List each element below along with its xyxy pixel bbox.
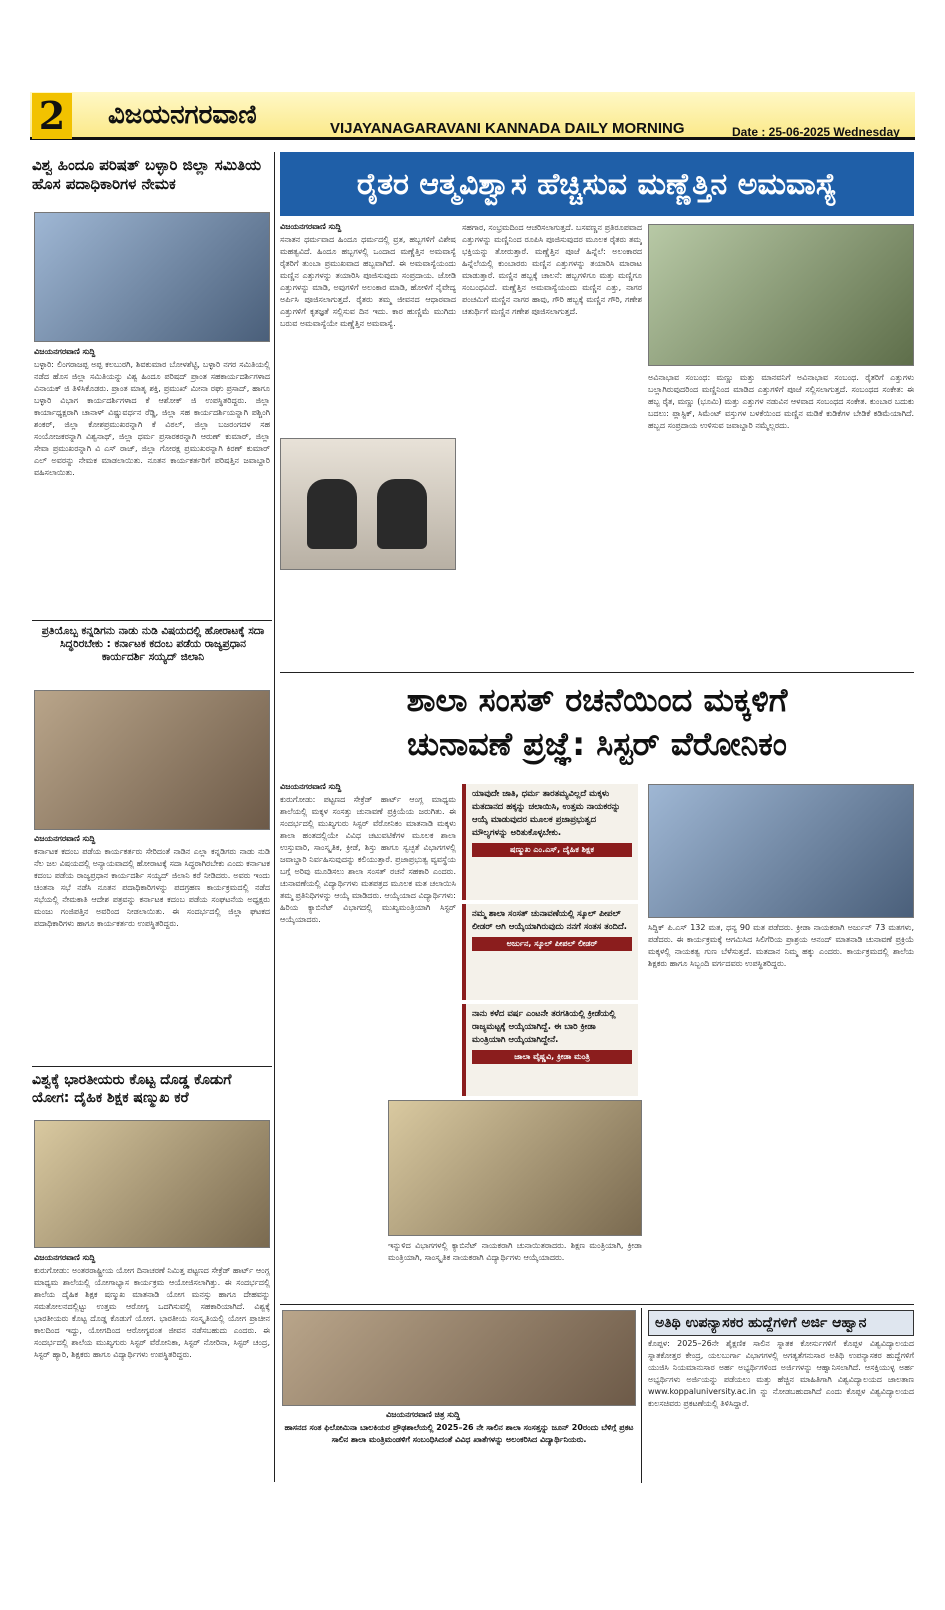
- section-rule: [32, 620, 272, 621]
- amavasya-col1: ಸನಾತನ ಧರ್ಮವಾದ ಹಿಂದೂ ಧರ್ಮದಲ್ಲಿ ವ್ರತ, ಹಬ್ಬಗಳಿಗೆ ವಿಶೇಷ ಮಹತ್ವವಿದೆ. ಹಿಂದೂ ಹಬ್ಬಗಳಲ್ಲಿ ಒಂದಾದ ಮಣ್ಣೆತ್ತಿನ ಅಮವಾಸ್ಯೆ ರೈತರಿಗೆ ತುಂಬಾ ಪ್ರಮುಖವಾದ ಹಬ್ಬವಾಗಿದೆ. ಈ ಅಮವಾಸ್ಯೆಯಂದು ಮಣ್ಣಿನ ಎತ್ತುಗಳನ್ನು ತಯಾರಿಸಿ ಪೂಜಿಸುವುದು ಸಂಪ್ರದಾಯ. ಜೋಡಿ ಎತ್ತುಗಳನ್ನು ಮಾಡಿ, ಅವುಗಳಿಗೆ ಅಲಂಕಾರ ಮಾಡಿ, ಹೋಳಿಗೆ ನೈವೇದ್ಯ ಅರ್ಪಿಸಿ ಪೂಜಿಸಲಾಗುತ್ತದೆ. ರೈತರು ತಮ್ಮ ಜೀವನದ ಆಧಾರವಾದ ಎತ್ತುಗಳಿಗೆ ಕೃತಜ್ಞತೆ ಸಲ್ಲಿಸುವ ದಿನ ಇದು. ಕಾರ ಹುಣ್ಣಿಮೆ ಮುಗಿದು ಬರುವ ಅಮವಾಸ್ಯೆಯೇ ಮಣ್ಣೆತ್ತಿನ ಅಮವಾಸ್ಯೆ.: [280, 235, 456, 328]
- amavasya-headline: ರೈತರ ಆತ್ಮವಿಶ್ವಾಸ ಹೆಚ್ಚಿಸುವ ಮಣ್ಣೆತ್ತಿನ ಅಮವಾಸ್ಯೆ: [280, 152, 914, 216]
- section-rule: [280, 672, 914, 673]
- guest-body: ಕೊಪ್ಪಳ: 2025–26ನೇ ಶೈಕ್ಷಣಿಕ ಸಾಲಿನ ಸ್ನಾತಕ ಕೋರ್ಸುಗಳಿಗೆ ಕೊಪ್ಪಳ ವಿಶ್ವವಿದ್ಯಾಲಯದ ಸ್ನಾತಕೋತ್ತರ ಕೇಂದ್ರ, ಯಲಬುರ್ಗಾ ವಿಭಾಗಗಳಲ್ಲಿ ಅಗತ್ಯತೆಗನುಸಾರ ಅತಿಥಿ ಉಪನ್ಯಾಸಕರ ಹುದ್ದೆಗಳಿಗೆ ಯುಜಿಸಿ ನಿಯಮಾನುಸಾರ ಅರ್ಹ ಅಭ್ಯರ್ಥಿಗಳಿಂದ ಅರ್ಜಿಗಳನ್ನು ಆಹ್ವಾನಿಸಲಾಗಿದೆ. ಆಸಕ್ತಿಯುಳ್ಳ ಅರ್ಹ ಅಭ್ಯರ್ಥಿಗಳು ಅರ್ಜಿಯನ್ನು ಪಡೆಯಲು ಮತ್ತು ಹೆಚ್ಚಿನ ಮಾಹಿತಿಗಾಗಿ ವಿಶ್ವವಿದ್ಯಾಲಯದ ಜಾಲತಾಣ www.koppaluniversity.ac.in ನ್ನು ನೋಡಬಹುದಾಗಿದೆ ಎಂದು ಕೊಪ್ಪಳ ವಿಶ್ವವಿದ್ಯಾಲಯದ ಕುಲಸಚಿವರು ಪ್ರಕಟಣೆಯಲ್ಲಿ ತಿಳಿಸಿದ್ದಾರೆ.: [648, 1339, 914, 1408]
- school-lamp-photo: [648, 784, 914, 918]
- page-number: 2: [32, 93, 72, 139]
- hassan-photo-caption: ಹಾಸನದ ಸಂತ ಫಿಲೋಮಿನಾ ಬಾಲಕಿಯರ ಪ್ರೌಢಶಾಲೆಯಲ್ಲಿ 2025–26 ನೇ ಸಾಲಿನ ಶಾಲಾ ಸಂಸತ್ತನ್ನು ಜೂನ್ 20ರಂದು ಬೆಳಿಗ್ಗೆ ಪ್ರಕಟ ಸಾಲಿನ ಶಾಲಾ ಮಂತ್ರಿಮಂಡಳಿಗೆ ಸಂಬಂಧಿಸಿದಂತೆ ವಿವಿಧ ಖಾತೆಗಳನ್ನು ಅಲಂಕರಿಸಿದ ವಿದ್ಯಾರ್ಥಿನಿಯರು.: [284, 1423, 634, 1444]
- hassan-photo-dateline: ವಿಜಯನಗರವಾಣಿ ಚಿತ್ರ ಸುದ್ದಿ: [386, 1410, 460, 1419]
- vhp-headline: ವಿಶ್ವ ಹಿಂದೂ ಪರಿಷತ್ ಬಳ್ಳಾರಿ ಜಿಲ್ಲಾ ಸಮಿತಿಯ ಹೊಸ ಪದಾಧಿಕಾರಿಗಳ ನೇಮಕ: [32, 156, 262, 193]
- quote-source: ಅರ್ಜುನ, ಸ್ಕೂಲ್ ಪೀಪಲ್ ಲೀಡರ್: [472, 937, 632, 951]
- column-rule: [641, 1308, 642, 1483]
- kadamba-headline: ಪ್ರತಿಯೊಬ್ಬ ಕನ್ನಡಿಗನು ನಾಡು ನುಡಿ ವಿಷಯದಲ್ಲಿ ಹೋರಾಟಕ್ಕೆ ಸದಾ ಸಿದ್ಧರಿರಬೇಕು : ಕರ್ನಾಟಕ ಕದಂಬ ಪಡೆಯ ರಾಜ್ಯಪ್ರಧಾನ ಕಾರ್ಯದರ್ಶಿ ಸಯ್ಯದ್ ಜಿಲಾನಿ: [41, 625, 265, 664]
- quote-text: ನಮ್ಮ ಶಾಲಾ ಸಂಸತ್ ಚುನಾವಣೆಯಲ್ಲಿ ಸ್ಕೂಲ್ ಪೀಪಲ್ ಲೀಡರ್ ಆಗಿ ಆಯ್ಕೆಯಾಗಿರುವುದು ನನಗೆ ಸಂತಸ ತಂದಿದೆ.: [472, 909, 628, 932]
- clay-bulls-photo: [280, 438, 456, 570]
- school-col1: ಕುರುಗೋಡು: ಪಟ್ಟಣದ ಸೇಕ್ರೆಡ್ ಹಾರ್ಟ್ ಆಂಗ್ಲ ಮಾಧ್ಯಮ ಶಾಲೆಯಲ್ಲಿ ಮಕ್ಕಳ ಸಂಸತ್ತು ಚುನಾವಣೆ ಪ್ರಕ್ರಿಯೆಯ ಜರುಗಿತು. ಈ ಸಂದರ್ಭದಲ್ಲಿ ಮುಖ್ಯಗುರು ಸಿಸ್ಟರ್ ವೆರೋನಿಕಂ ಮಾತನಾಡಿ ಮಕ್ಕಳು ಶಾಲಾ ಹಂತದಲ್ಲಿಯೇ ವಿವಿಧ ಚಟುವಟಿಕೆಗಳ ಮೂಲಕ ಶಾಲಾ ಉಸ್ತುವಾರಿ, ಸಾಂಸ್ಕೃತಿಕ, ಕ್ರೀಡೆ, ಶಿಸ್ತು ಹಾಗೂ ಸ್ವಚ್ಛತೆ ವಿಭಾಗಗಳಲ್ಲಿ ಜವಾಬ್ದಾರಿ ನಿರ್ವಹಿಸುವುದನ್ನು ಕಲಿಯುತ್ತಾರೆ. ಪ್ರಜಾಪ್ರಭುತ್ವ ವ್ಯವಸ್ಥೆಯ ಬಗ್ಗೆ ಅರಿವು ಮೂಡಿಸಲು ಶಾಲಾ ಸಂಸತ್ ರಚನೆ ಸಹಕಾರಿ ಎಂದರು. ಚುನಾವಣೆಯಲ್ಲಿ ವಿದ್ಯಾರ್ಥಿಗಳು ಮತಪತ್ರದ ಮೂಲಕ ಮತ ಚಲಾಯಿಸಿ ತಮ್ಮ ಪ್ರತಿನಿಧಿಗಳನ್ನು ಆಯ್ಕೆ ಮಾಡಿದರು. ಆಯ್ಕೆಯಾದ ವಿದ್ಯಾರ್ಥಿಗಳು: ಹಿರಿಯ ಕ್ಯಾಬಿನೆಟ್ ವಿಭಾಗದಲ್ಲಿ ಮುಖ್ಯಮಂತ್ರಿಯಾಗಿ ಸಿಸ್ಟರ್ ಆಯ್ಕೆಯಾದರು.: [280, 795, 456, 924]
- yoga-headline: ವಿಶ್ವಕ್ಕೆ ಭಾರತೀಯರು ಕೊಟ್ಟ ದೊಡ್ಡ ಕೊಡುಗೆ ಯೋಗ: ದೈಹಿಕ ಶಿಕ್ಷಕ ಷಣ್ಮುಖ ಕರೆ: [32, 1072, 232, 1106]
- vhp-dateline: ವಿಜಯನಗರವಾಣಿ ಸುದ್ದಿ: [34, 347, 96, 356]
- quote-box: [462, 904, 638, 1000]
- guest-headline: ಅತಿಥಿ ಉಪನ್ಯಾಸಕರ ಹುದ್ದೆಗಳಿಗೆ ಅರ್ಜಿ ಆಹ್ವಾನ: [648, 1310, 914, 1336]
- quote-box: [462, 1004, 638, 1096]
- yoga-body: ಕುರುಗೋಡು: ಅಂತರರಾಷ್ಟ್ರೀಯ ಯೋಗ ದಿನಾಚರಣೆ ನಿಮಿತ್ತ ಪಟ್ಟಣದ ಸೇಕ್ರೆಡ್ ಹಾರ್ಟ್ ಆಂಗ್ಲ ಮಾಧ್ಯಮ ಶಾಲೆಯಲ್ಲಿ ಯೋಗಾಭ್ಯಾಸ ಕಾರ್ಯಕ್ರಮ ಆಯೋಜಿಸಲಾಗಿತ್ತು. ಈ ಸಂದರ್ಭದಲ್ಲಿ ಶಾಲೆಯ ದೈಹಿಕ ಶಿಕ್ಷಕ ಷಣ್ಮುಖ ಮಾತನಾಡಿ ಯೋಗ ಮನಸ್ಸು ಹಾಗೂ ದೇಹವನ್ನು ಸಮತೋಲನದಲ್ಲಿಟ್ಟು ಉತ್ತಮ ಆರೋಗ್ಯ ಒದಗಿಸುವಲ್ಲಿ ಸಹಕಾರಿಯಾಗಿದೆ. ವಿಶ್ವಕ್ಕೆ ಭಾರತೀಯರು ಕೊಟ್ಟ ದೊಡ್ಡ ಕೊಡುಗೆ ಯೋಗ. ಭಾರತೀಯ ಸಂಸ್ಕೃತಿಯಲ್ಲಿ ಯೋಗ ಪ್ರಾಚೀನ ಕಾಲದಿಂದ ಇದ್ದು, ಯೋಗದಿಂದ ಆರೋಗ್ಯವಂತ ಜೀವನ ನಡೆಸಬಹುದು ಎಂದರು. ಈ ಸಂದರ್ಭದಲ್ಲಿ ಶಾಲೆಯ ಮುಖ್ಯಗುರು ಸಿಸ್ಟರ್ ವೆರೋನಿಕಾ, ಸಿಸ್ಟರ್ ನೋರಿನಾ, ಸಿಸ್ಟರ್ ಚಂದ್ರ, ಸಿಸ್ಟರ್ ಹ್ಯಾರಿ, ಶಿಕ್ಷಕರು ಹಾಗೂ ವಿದ್ಯಾರ್ಥಿಗಳು ಉಪಸ್ಥಿತರಿದ್ದರು.: [34, 1266, 270, 1359]
- school-parliament-photo: [388, 1100, 642, 1236]
- kadamba-dateline: ವಿಜಯನಗರವಾಣಿ ಸುದ್ದಿ: [34, 834, 96, 843]
- yoga-photo: [34, 1120, 270, 1248]
- amavasya-col2: ಸಹಗಾರ, ಸಂಭ್ರಮದಿಂದ ಆಚರಿಸಲಾಗುತ್ತದೆ. ಬಸವಣ್ಣನ ಪ್ರತಿರೂಪವಾದ ಎತ್ತುಗಳನ್ನು ಮಣ್ಣಿನಿಂದ ರೂಪಿಸಿ ಪೂಜಿಸುವುದರ ಮೂಲಕ ರೈತರು ತಮ್ಮ ಭಕ್ತಿಯನ್ನು ತೋರುತ್ತಾರೆ. ಮಣ್ಣೆತ್ತಿನ ಪೂಜೆ ಹಿನ್ನೆಲೆ: ಅಲಂಕಾರದ ಹಿನ್ನೆಲೆಯಲ್ಲಿ ಕುಂಬಾರರು ಮಣ್ಣಿನ ಎತ್ತುಗಳನ್ನು ತಯಾರಿಸಿ ಮಾರಾಟ ಮಾಡುತ್ತಾರೆ. ಮಣ್ಣಿನ ಹಬ್ಬಕ್ಕೆ ಚಾಲನೆ: ಹಬ್ಬಗಳಿಗೂ ಮತ್ತು ಮಣ್ಣಿಗೂ ಸಂಬಂಧವಿದೆ. ಮಣ್ಣೆತ್ತಿನ ಅಮವಾಸ್ಯೆಯಂದು ಮಣ್ಣಿನ ಎತ್ತು, ನಾಗರ ಪಂಚಮಿಗೆ ಮಣ್ಣಿನ ನಾಗರ ಹಾವು, ಗೌರಿ ಹಬ್ಬಕ್ಕೆ ಮಣ್ಣಿನ ಗೌರಿ, ಗಣೇಶ ಚತುರ್ಥಿಗೆ ಮಣ್ಣಿನ ಗಣೇಶ ಪೂಜಿಸಲಾಗುತ್ತದೆ.: [462, 223, 642, 316]
- quote-source: ಜಾಲಾ ವೈಷ್ಣವಿ, ಕ್ರೀಡಾ ಮಂತ್ರಿ: [472, 1050, 632, 1064]
- amavasya-col3: ಅವಿನಾಭಾವ ಸಂಬಂಧ: ಮಣ್ಣು ಮತ್ತು ಮಾನವನಿಗೆ ಅವಿನಾಭಾವ ಸಂಬಂಧ. ರೈತರಿಗೆ ಎತ್ತುಗಳು ಬಲ್ಲಾಗಿರುವುದರಿಂದ ಮಣ್ಣಿನಿಂದ ಮಾಡಿದ ಎತ್ತುಗಳಿಗೆ ಪೂಜೆ ಸಲ್ಲಿಸಲಾಗುತ್ತದೆ. ಸಂಬಂಧದ ಸಂಕೇತ: ಈ ಹಬ್ಬ ರೈತ, ಮಣ್ಣು (ಭೂಮಿ) ಮತ್ತು ಎತ್ತುಗಳ ನಡುವಿನ ಆಳವಾದ ಸಂಬಂಧದ ಸಂಕೇತ. ಕುಂಬಾರ ಬದುಕು ಬದಲು: ಪ್ಲಾಸ್ಟಿಕ್, ಸಿಮೆಂಟ್ ವಸ್ತುಗಳ ಬಳಕೆಯಿಂದ ಮಣ್ಣಿನ ಮಡಿಕೆ ಕುಡಿಕೆಗಳ ಬೇಡಿಕೆ ಕಡಿಮೆಯಾಗಿದೆ. ಹಬ್ಬದ ಸಂಪ್ರದಾಯ ಉಳಿಸುವ ಜವಾಬ್ದಾರಿ ನಮ್ಮೆಲ್ಲರದು.: [648, 373, 914, 430]
- kadamba-body: ಕರ್ನಾಟಕ ಕದಂಬ ಪಡೆಯ ಕಾರ್ಯಕರ್ತರು ಸೇರಿದಂತೆ ನಾಡಿನ ಎಲ್ಲಾ ಕನ್ನಡಿಗರು ನಾಡು ನುಡಿ ನೆಲ ಜಲ ವಿಷಯದಲ್ಲಿ ಅನ್ಯಾಯವಾದಲ್ಲಿ ಹೋರಾಟಕ್ಕೆ ಸದಾ ಸಿದ್ಧರಾಗಿರಬೇಕು ಎಂದು ಕರ್ನಾಟಕ ಕದಂಬ ಪಡೆಯ ರಾಜ್ಯಪ್ರಧಾನ ಕಾರ್ಯದರ್ಶಿ ಸಯ್ಯದ್ ಜಿಲಾನಿ ಕರೆ ನೀಡಿದರು. ಅವರು ಇಂದು ಚಿಂತನಾ ಸಭೆ ನಡೆಸಿ ನೂತನ ಪದಾಧಿಕಾರಿಗಳನ್ನು ಪದಗ್ರಹಣ ಕಾರ್ಯಕ್ರಮದಲ್ಲಿ ನಡೆದ ಸಭೆಯಲ್ಲಿ ನೇಮಕಾತಿ ಆದೇಶ ಪತ್ರವನ್ನು ಕರ್ನಾಟಕ ಕದಂಬ ಪಡೆಯ ಸಂಘಟನೆಯ ಅಧ್ಯಕ್ಷರು ಮಂಜು ಗಂಜಿಪತ್ತಿನ ಅವರಿಂದ ನೀಡಲಾಯಿತು. ಈ ಸಂದರ್ಭದಲ್ಲಿ ಜಿಲ್ಲಾ ಘಟಕದ ಪದಾಧಿಕಾರಿಗಳು ಹಾಗೂ ಕಾರ್ಯಕರ್ತರು ಉಪಸ್ಥಿತರಿದ್ದರು.: [34, 847, 270, 928]
- school-col1-cont: [280, 1100, 384, 1300]
- quote-box: [462, 784, 638, 900]
- school-col2: ಇನ್ನುಳಿದ ವಿಭಾಗಗಳಲ್ಲಿ ಕ್ಯಾಬಿನೆಟ್ ನಾಯಕರಾಗಿ ಚುನಾಯಿತರಾದರು. ಶಿಕ್ಷಣ ಮಂತ್ರಿಯಾಗಿ, ಕ್ರೀಡಾ ಮಂತ್ರಿಯಾಗಿ, ಸಾಂಸ್ಕೃತಿಕ ನಾಯಕರಾಗಿ ವಿದ್ಯಾರ್ಥಿಗಳು ಆಯ್ಕೆಯಾದರು.: [388, 1241, 642, 1262]
- school-col3: ಸಿದ್ದಿಕ್ ಪಿ.ಎಸ್ 132 ಮತ, ಧನ್ಯ 90 ಮತ ಪಡೆದರು. ಕ್ರೀಡಾ ನಾಯಕರಾಗಿ ಅರ್ಜುನ್ 73 ಮತಗಳು, ಪಡೆದರು. ಈ ಕಾರ್ಯಕ್ರಮಕ್ಕೆ ಆಗಮಿಸಿದ ಸಿಲಿಗೆರಿಯ ಪ್ರಾಶ್ರಯ ಆನಂದ್ ಮಾತನಾಡಿ ಚುನಾವಣೆ ಪ್ರಕ್ರಿಯೆ ಮಕ್ಕಳಲ್ಲಿ ನಾಯಕತ್ವ ಗುಣ ಬೆಳೆಸುತ್ತದೆ. ಮತದಾನ ನಿಮ್ಮ ಹಕ್ಕು ಎಂದರು. ಕಾರ್ಯಕ್ರಮದಲ್ಲಿ ಶಾಲೆಯ ಶಿಕ್ಷಕರು ಹಾಗೂ ಸಿಬ್ಬಂದಿ ವರ್ಗದವರು ಉಪಸ್ಥಿತರಿದ್ದರು.: [648, 923, 914, 968]
- clay-bull-figure: [377, 479, 427, 549]
- amavasya-dateline: ವಿಜಯನಗರವಾಣಿ ಸುದ್ದಿ: [280, 222, 342, 231]
- amavasya-col1-cont: [280, 574, 456, 666]
- vhp-photo: [34, 212, 270, 342]
- school-headline-line2: ಚುನಾವಣೆ ಪ್ರಜ್ಞೆ: ಸಿಸ್ಟರ್ ವೆರೋನಿಕಂ: [407, 725, 787, 763]
- school-headline-line1: ಶಾಲಾ ಸಂಸತ್ ರಚನೆಯಿಂದ ಮಕ್ಕಳಿಗೆ: [406, 681, 788, 719]
- yoga-dateline: ವಿಜಯನಗರವಾಣಿ ಸುದ್ದಿ: [34, 1253, 96, 1262]
- quote-text: ನಾನು ಕಳೆದ ವರ್ಷ ಎಂಟನೇ ತರಗತಿಯಲ್ಲಿ ಕ್ರೀಡೆಯಲ್ಲಿ ರಾಜ್ಯಮಟ್ಟಕ್ಕೆ ಆಯ್ಕೆಯಾಗಿದ್ದೆ. ಈ ಬಾರಿ ಕ್ರೀಡಾ ಮಂತ್ರಿಯಾಗಿ ಆಯ್ಕೆಯಾಗಿದ್ದೇನೆ.: [472, 1009, 616, 1045]
- school-dateline: ವಿಜಯನಗರವಾಣಿ ಸುದ್ದಿ: [280, 782, 342, 791]
- section-rule: [280, 1304, 914, 1305]
- kadamba-photo: [34, 690, 270, 830]
- masthead-title-english: VIJAYANAGARAVANI KANNADA DAILY MORNING: [330, 120, 685, 137]
- clay-bull-figure: [307, 479, 357, 549]
- masthead-title-kannada: ವಿಜಯನಗರವಾಣಿ: [108, 100, 257, 130]
- hassan-school-photo: [282, 1310, 636, 1406]
- vhp-body: ಬಳ್ಳಾರಿ: ಲಿಂಗರಾಜಪ್ಪ ಅಪ್ಪ ಕಲಬುರಗಿ, ಶಿವಕುಮಾರ ಬೋಳಶೆಟ್ಟಿ, ಬಳ್ಳಾರಿ ನಗರ ಸಮಿತಿಯಲ್ಲಿ ನಡೆದ ಹೊಸ ಜಿಲ್ಲಾ ಸಮಿತಿಯನ್ನು ವಿಶ್ವ ಹಿಂದೂ ಪರಿಷದ್ ಪ್ರಾಂತ ಸಹಕಾರ್ಯದರ್ಶಿಗಳಾದ ವಿನಾಯಕ್ ಜಿ ತಿಳಿಸಿಕೊಡರು. ಪ್ರಾಂತ ಮಾತೃ ಶಕ್ತಿ, ಪ್ರಮುಖ್ ಮೀನಾ ರಘು ಪ್ರಸಾದ್, ಹಾಗೂ ಬಳ್ಳಾರಿ ವಿಭಾಗ ಕಾರ್ಯದರ್ಶಿಗಳಾದ ಕೆ ಆಶೋಕ್ ಜಿ ಉಪಸ್ಥಿತರಿದ್ದರು. ಜಿಲ್ಲಾ ಕಾರ್ಯಾಧ್ಯಕ್ಷರಾಗಿ ಚಾನಾಳ್ ವಿಷ್ಣುವರ್ಧನ ರೆಡ್ಡಿ, ಜಿಲ್ಲಾ ಸಹ ಕಾರ್ಯದರ್ಶಿಯನ್ನಾಗಿ ಪಶ್ಚಿಂಗಿ ಶಂಕರ್, ಜಿಲ್ಲಾ ಕೋಶಪ್ರಮುಖರನ್ನಾಗಿ ಕೆ ವಿಠಲ್, ಜಿಲ್ಲಾ ಬಜರಂಗದಳ ಸಹ ಸಂಯೋಜಕರನ್ನಾಗಿ ವಿಶ್ವನಾಥ್, ಜಿಲ್ಲಾ ಧರ್ಮ ಪ್ರಸಾರಕರನ್ನಾಗಿ ಆರುಣ್ ಕುಮಾರ್, ಜಿಲ್ಲಾ ಸೇವಾ ಪ್ರಮುಖರನ್ನಾಗಿ ವಿ ಎಸ್ ರಾಜ್, ಜಿಲ್ಲಾ ಗೋರಕ್ಷ ಪ್ರಮುಖರನ್ನಾಗಿ ಕಿರಣ್ ಕುಮಾರ್ ಎಲ್ ಅವರನ್ನು ನೇಮಕ ಮಾಡಲಾಯಿತು. ನೂತನ ಕಾರ್ಯಕರ್ತರಿಗೆ ಪರಿಷತ್ತಿನ ಜವಾಬ್ದಾರಿ ವಹಿಸಲಾಯಿತು.: [34, 360, 270, 477]
- masthead-date: Date : 25-06-2025 Wednesday: [732, 125, 900, 139]
- potter-photo: [648, 224, 914, 366]
- quote-text: ಯಾವುದೇ ಜಾತಿ, ಧರ್ಮ ತಾರತಮ್ಯವಿಲ್ಲದೆ ಮಕ್ಕಳು ಮತದಾನದ ಹಕ್ಕನ್ನು ಚಲಾಯಿಸಿ, ಉತ್ತಮ ನಾಯಕರನ್ನು ಆಯ್ಕೆ ಮಾಡುವುದರ ಮೂಲಕ ಪ್ರಜಾಪ್ರಭುತ್ವದ ಮೌಲ್ಯಗಳನ್ನು ಅರಿತುಕೊಳ್ಳಬೇಕು.: [472, 789, 621, 838]
- quote-source: ಷಣ್ಮುಖ ಎಂ.ಎಸ್, ದೈಹಿಕ ಶಿಕ್ಷಕ: [472, 843, 632, 857]
- section-rule: [32, 1066, 272, 1067]
- column-rule: [274, 152, 275, 1482]
